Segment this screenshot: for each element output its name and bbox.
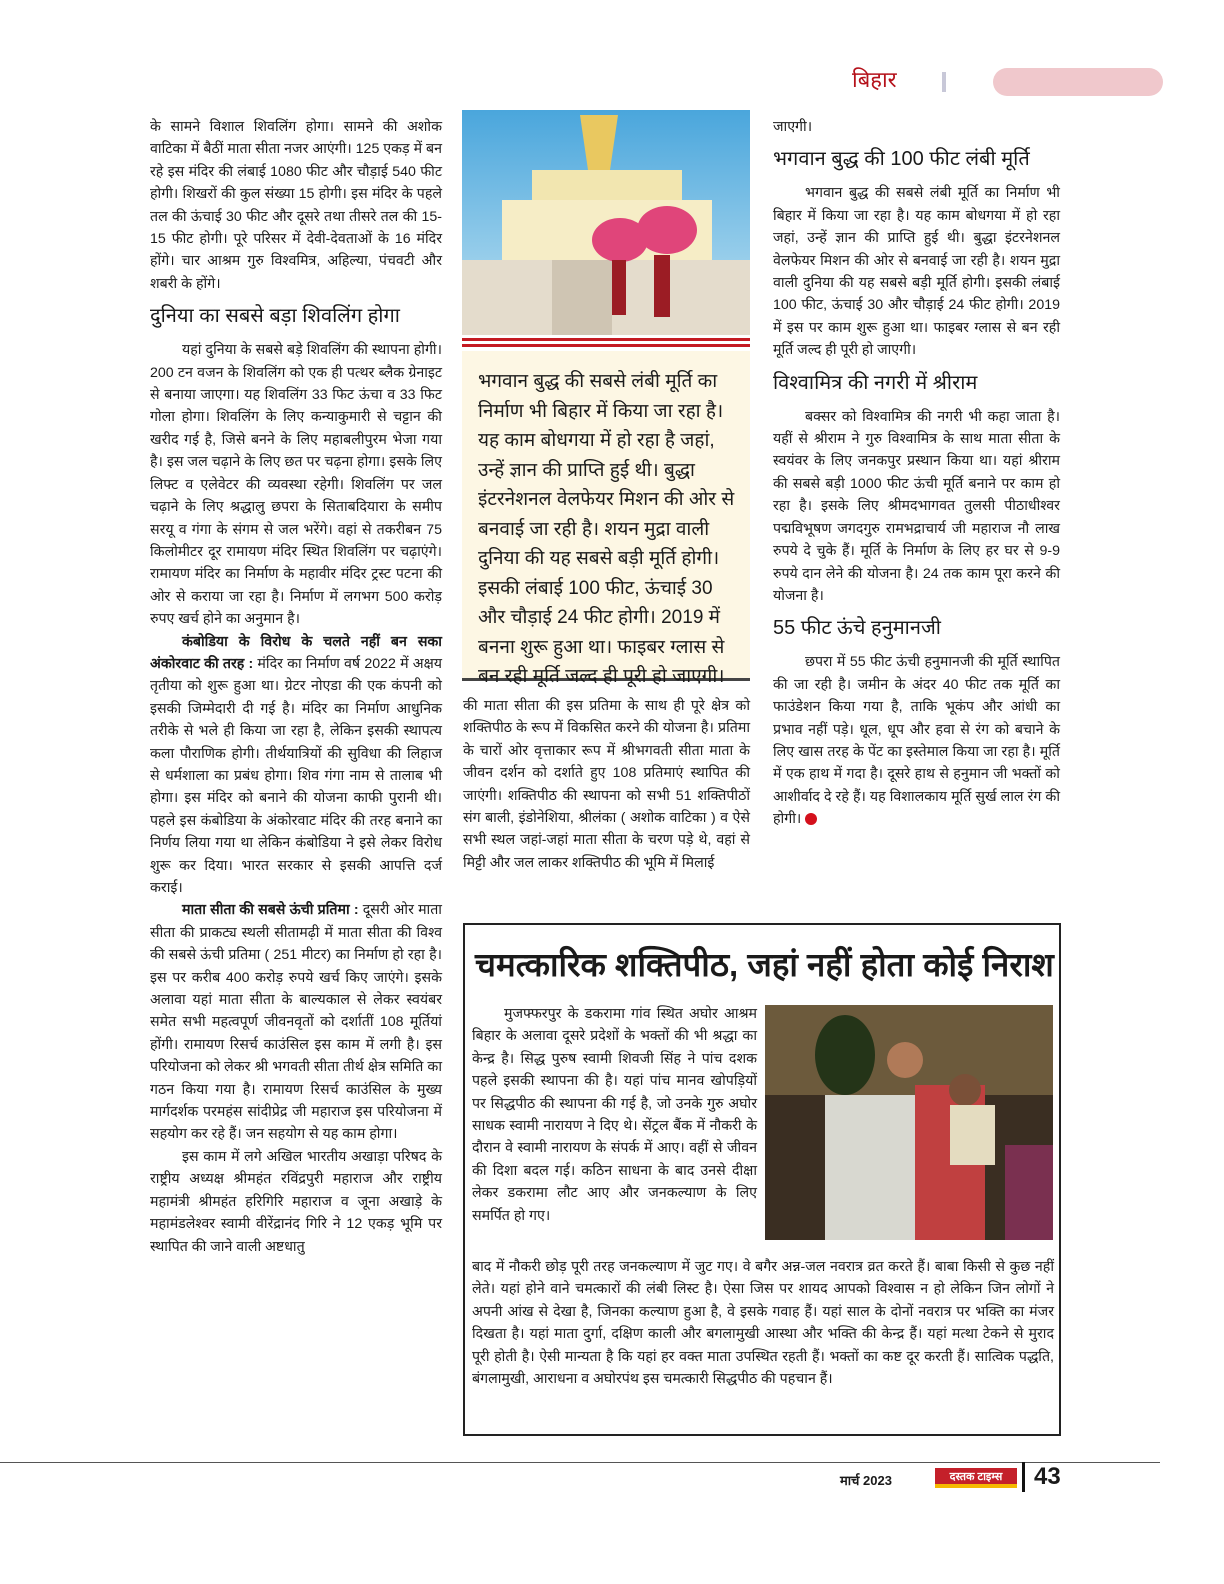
magazine-logo: दस्तक टाइम्स (935, 1468, 1017, 1488)
subheading: 55 फीट ऊंचे हनुमानजी (773, 617, 941, 640)
buddhist-temple-photo (462, 110, 750, 335)
end-mark-icon (805, 813, 817, 825)
subheading: विश्वामित्र की नगरी में श्रीराम (773, 371, 978, 394)
paragraph: यहां दुनिया के सबसे बड़े शिवलिंग की स्थापना होगी। 200 टन वजन के शिवलिंग को एक ही पत्थर ब्लैक ग्रेनाइट से बनाया जाएगा। यह शिवलिंग 33 फिट ऊंचा व 33 फिट गोला होगा। शिवलिंग के लिए कन्याकुमारी से चट्टान की खरीद गई है, जिसे बनने के लिए महाबलीपुरम भेजा गया है। इस जल चढ़ाने के लिए छत पर चढ़ना होगा। इसके लिए लिफ्ट व एलेवेटर की व्यवस्था रहेगी। शिवलिंग पर जल चढ़ाने के लिए श्रद्धालु छपरा के सिताबदियारा के समीप सरयू व गंगा के संगम से जल भरेंगे। वहां से तकरीबन 75 किलोमीटर दूर रामायण मंदिर स्थित शिवलिंग पर चढ़ाएंगे। रामायण मंदिर का निर्माण के महावीर मंदिर ट्रस्ट पटना की ओर से कराया जा रहा है। निर्माण में लगभग 500 करोड़ रुपए खर्च होने का अनुमान है। (150, 342, 442, 628)
footer-divider (1022, 1462, 1025, 1492)
divider (462, 344, 750, 347)
box-title: चमत्कारिक शक्तिपीठ, जहां नहीं होता कोई निराश (475, 946, 1054, 983)
column-3 (773, 116, 1060, 831)
header-pill (993, 68, 1163, 96)
paragraph (150, 899, 442, 1145)
box-text (472, 1256, 1054, 1390)
paragraph: इस काम में लगे अखिल भारतीय अखाड़ा परिषद के राष्ट्रीय अध्यक्ष श्रीमहंत रविंद्रपुरी महाराज और राष्ट्रीय महामंत्री श्रीमहंत हरिगिरि महाराज व जूना अखाड़े के महामंडलेश्वर स्वामी वीरेंद्रानंद गिरि ने 12 एकड़ भूमि पर स्थापित की जाने वाली अष्टधातु (150, 1148, 442, 1255)
issue-date: मार्च 2023 (840, 1473, 892, 1488)
paragraph: की माता सीता की इस प्रतिमा के साथ ही पूरे क्षेत्र को शक्तिपीठ के रूप में विकसित करने की योजना है। प्रतिमा के चारों ओर वृत्ताकार रूप में श्रीभगवती सीता माता के जीवन दर्शन को दर्शाते हुए 108 प्रतिमाएं स्थापित की जाएंगी। शक्तिपीठ की स्थापना को सभी 51 शक्तिपीठों संग बाली, इंडोनेशिया, श्रीलंका ( अशोक वाटिका ) व ऐसे सभी स्थल जहां-जहां माता सीता के चरण पड़े थे, वहां से मिट्टी और जल लाकर शक्तिपीठ की भूमि में मिलाई (463, 698, 750, 871)
paragraph (150, 631, 442, 900)
subheading: दुनिया का सबसे बड़ा शिवलिंग होगा (150, 305, 400, 328)
paragraph: जाएगी। (773, 119, 813, 135)
lead-in: कंबोडिया के विरोध के चलते नहीं बन सका अंकोरवाट की तरह : (150, 633, 442, 672)
section-label: बिहार (852, 67, 897, 92)
box-text (472, 1003, 757, 1227)
paragraph: मुजफ्फरपुर के डकरामा गांव स्थित अघोर आश्रम बिहार के अलावा दूसरे प्रदेशों के भक्तों की भी श्रद्धा का केन्द्र है। सिद्ध पुरुष स्वामी शिवजी सिंह ने पांच दशक पहले इसकी स्थापना की है। यहां पांच मानव खोपड़ियों पर सिद्धपीठ की स्थापना की गई है, जो उनके गुरु अघोर साधक स्वामी नारायण ने दिए थे। सेंट्रल बैंक में नौकरी के दौरान वे स्वामी नारायण के संपर्क में आए। वहीं से जीवन की दिशा बदल गई। कठिन साधना के बाद उनसे दीक्षा लेकर डकरामा लौट आए और जनकल्याण के लिए समर्पित हो गए। (472, 1006, 757, 1224)
page-number: 43 (1034, 1463, 1061, 1490)
divider (462, 338, 750, 341)
footer-rule (0, 1462, 1160, 1463)
column-1 (150, 116, 442, 1258)
pull-quote: भगवान बुद्ध की सबसे लंबी मूर्ति का निर्माण भी बिहार में किया जा रहा है। यह काम बोधगया में हो रहा है जहां, उन्हें ज्ञान की प्राप्ति हुई थी। बुद्धा इंटरनेशनल वेलफेयर मिशन की ओर से बनवाई जा रही है। शयन मुद्रा वाली दुनिया की यह सबसे बड़ी मूर्ति होगी। इसकी लंबाई 100 फीट, ऊंचाई 30 और चौड़ाई 24 फीट होगी। 2019 में बनना शुरू हुआ था। फाइबर ग्लास से बन रही मूर्ति जल्द ही पूरी हो जाएगी। (462, 351, 750, 681)
paragraph: के सामने विशाल शिवलिंग होगा। सामने की अशोक वाटिका में बैठीं माता सीता नजर आएंगी। 125 एकड़ में बन रहे इस मंदिर की लंबाई 1080 फीट और चौड़ाई 540 फीट होगी। शिखरों की कुल संख्या 15 होगी। इस मंदिर के पहले तल की ऊंचाई 30 फीट और दूसरे तथा तीसरे तल की 15-15 फीट होगी। पूरे परिसर में देवी-देवताओं के 16 मंदिर होंगे। चार आश्रम गुरु विश्वमित्र, अहिल्या, पंचवटी और शबरी के होंगे। (150, 119, 442, 292)
paragraph: बक्सर को विश्वामित्र की नगरी भी कहा जाता है। यहीं से श्रीराम ने गुरु विश्वामित्र के साथ माता सीता के स्वयंवर के लिए जनकपुर प्रस्थान किया था। यहां श्रीराम की सबसे बड़ी 1000 फीट ऊंची मूर्ति बनाने पर काम हो रहा है। इसके लिए श्रीमदभागवत तुलसी पीठाधीश्वर पद्मविभूषण जगदगुरु रामभद्राचार्य जी महाराज नौ लाख रुपये दे चुके हैं। मूर्ति के निर्माण के लिए हर घर से 9-9 रुपये दान लेने की योजना है। 24 तक काम पूरा करने की योजना है। (773, 408, 1060, 604)
ashram-photo (765, 1005, 1053, 1240)
subheading: भगवान बुद्ध की 100 फीट लंबी मूर्ति (773, 148, 1030, 171)
lead-in: माता सीता की सबसे ऊंची प्रतिमा : (182, 902, 359, 919)
paragraph-text: दूसरी ओर माता सीता की प्राकट्य स्थली सीतामढ़ी में माता सीता की विश्व की सबसे ऊंची प्रतिमा ( 251 मीटर) का निर्माण हो रहा है। इस पर करीब 400 करोड़ रुपये खर्च किए जाएंगे। इसके अलावा यहां माता सीता के बाल्यकाल से लेकर स्वयंबर समेत सभी महत्वपूर्ण जीवनवृतों को दर्शातीं 108 मूर्तियां होंगी। रामायण रिसर्च काउंसिल इस काम में लगी है। इस परियोजना को लेकर श्री भगवती सीता तीर्थ क्षेत्र समिति का गठन किया गया है। रामायण रिसर्च काउंसिल के मुख्य मार्गदर्शक परमहंस सांदीप्रेद्र जी महाराज इस परियोजना में सहयोग कर रहे हैं। जन सहयोग से यह काम होगा। (150, 902, 442, 1143)
paragraph: बाद में नौकरी छोड़ पूरी तरह जनकल्याण में जुट गए। वे बगैर अन्न-जल नवरात्र व्रत करते हैं। बाबा किसी से कुछ नहीं लेते। यहां होने वाने चमत्कारों की लंबी लिस्ट है। ऐसा जिस पर शायद आपको विश्वास न हो लेकिन जिन लोगों ने अपनी आंख से देखा है, जिनका कल्याण हुआ है, वे इसके गवाह हैं। यहां साल के दोनों नवरात्र पर भक्ति का मंजर दिखता है। यहां माता दुर्गा, दक्षिण काली और बगलामुखी आस्था और भक्ति की केन्द्र हैं। यहां मत्था टेकने से मुराद पूरी होती है। ऐसी मान्यता है कि यहां हर वक्त माता उपस्थित रहती हैं। भक्तों का कष्ट दूर करती हैं। सात्विक पद्धति, बंगलामुखी, आराधना व अघोरपंथ इस चमत्कारी सिद्धपीठ की पहचान हैं। (472, 1259, 1054, 1388)
header-divider (942, 72, 946, 92)
column-2 (463, 695, 750, 874)
paragraph: भगवान बुद्ध की सबसे लंबी मूर्ति का निर्माण भी बिहार में किया जा रहा है। यह काम बोधगया में हो रहा जहां, उन्हें ज्ञान की प्राप्ति हुई थी। बुद्धा इंटरनेशनल वेलफेयर मिशन की ओर से बनवाई जा रही है। शयन मुद्रा वाली दुनिया की यह सबसे बड़ी मूर्ति होगी। इसकी लंबाई 100 फीट, ऊंचाई 30 और चौड़ाई 24 फीट होगी। 2019 में इस पर काम शुरू हुआ था। फाइबर ग्लास से बन रही मूर्ति जल्द ही पूरी हो जाएगी। (773, 185, 1060, 359)
paragraph-text: छपरा में 55 फीट ऊंची हनुमानजी की मूर्ति स्थापित की जा रही है। जमीन के अंदर 40 फीट तक मूर्ति का फाउंडेशन किया गया है, ताकि भूकंप और आंधी का प्रभाव नहीं पड़े। धूल, धूप और हवा से रंग को बचाने के लिए खास तरह के पेंट का इस्तेमाल किया जा रहा है। मूर्ति में एक हाथ में गदा है। दूसरे हाथ से हनुमान जी भक्तों को आशीर्वाद दे रहे हैं। यह विशालकाय मूर्ति सुर्ख लाल रंग की होगी। (773, 654, 1060, 828)
paragraph (773, 651, 1060, 830)
paragraph-text: मंदिर का निर्माण वर्ष 2022 में अक्षय तृतीया को शुरू हुआ था। ग्रेटर नोएडा की एक कंपनी को इसकी जिम्मेदारी दी गई है। मंदिर का निर्माण आधुनिक तरीके से भले ही किया जा रहा है, लेकिन इसकी स्थापत्य कला पौराणिक होगी। तीर्थयात्रियों की सुविधा की लिहाज से धर्मशाला का प्रबंध होगा। शिव गंगा नाम से तालाब भी होगा। इस मंदिर को बनाने की योजना काफी पुरानी थी। पहले इस कंबोडिया के अंकोरवाट मंदिर की तरह बनाने का निर्णय लिया गया था लेकिन कंबोडिया ने इसे लेकर विरोध शुरू कर दिया। भारत सरकार से इसकी आपत्ति दर्ज कराई। (150, 655, 442, 896)
